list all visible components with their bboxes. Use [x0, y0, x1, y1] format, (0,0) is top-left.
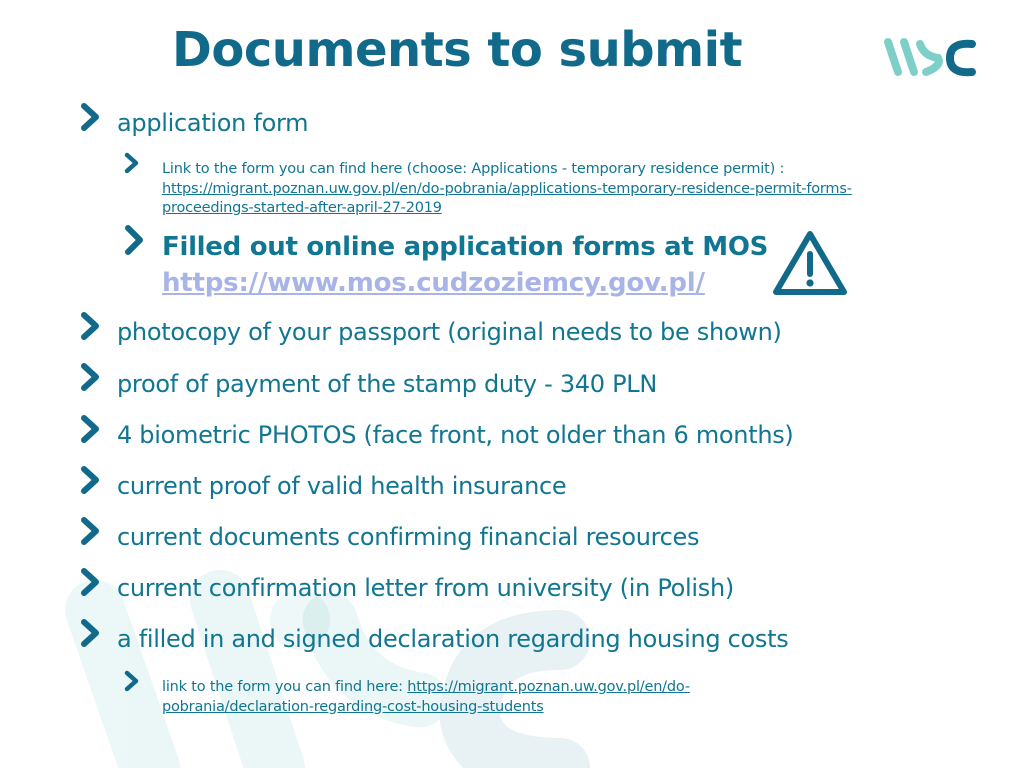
- chevron-right-icon: [80, 362, 104, 392]
- item-text: application form: [117, 109, 309, 137]
- sub-item-text: [162, 678, 782, 717]
- mos-link[interactable]: https://www.mos.cudzoziemcy.gov.pl/: [162, 268, 705, 298]
- item-text: current confirmation letter from university (in Polish): [117, 574, 734, 602]
- sub-item-prefix: Link to the form you can find here (choose: Applications - temporary residence permit) :: [162, 161, 785, 177]
- chevron-right-icon: [80, 102, 104, 132]
- chevron-right-icon: [124, 152, 148, 182]
- chevron-right-icon: [80, 516, 104, 546]
- item-text: current documents confirming financial resources: [117, 523, 700, 551]
- mos-heading: Filled out online application forms at MOS: [162, 232, 769, 262]
- sub-item-prefix: link to the form you can find here:: [162, 679, 408, 695]
- wsc-logo: [882, 36, 978, 78]
- chevron-right-icon: [124, 670, 148, 700]
- chevron-right-icon: [80, 618, 104, 648]
- declaration-link[interactable]: https://migrant.poznan.uw.gov.pl/en/do-pobrania/declaration-regarding-cost-housing-students: [162, 679, 690, 715]
- chevron-right-icon: [124, 224, 148, 254]
- chevron-right-icon: [80, 567, 104, 597]
- item-text: photocopy of your passport (original needs to be shown): [117, 318, 782, 346]
- form-link[interactable]: https://migrant.poznan.uw.gov.pl/en/do-pobrania/applications-temporary-residence-permit-forms-proceedings-started-after-april-27-2019: [162, 180, 852, 216]
- chevron-right-icon: [80, 465, 104, 495]
- sub-item-text: [162, 160, 902, 219]
- item-text: current proof of valid health insurance: [117, 472, 567, 500]
- item-text: 4 biometric PHOTOS (face front, not older than 6 months): [117, 421, 794, 449]
- page-title: Documents to submit: [172, 22, 743, 78]
- item-text: proof of payment of the stamp duty - 340 PLN: [117, 370, 657, 398]
- item-text: a filled in and signed declaration regarding housing costs: [117, 625, 789, 653]
- chevron-right-icon: [80, 311, 104, 341]
- chevron-right-icon: [80, 414, 104, 444]
- warning-icon: [770, 228, 850, 300]
